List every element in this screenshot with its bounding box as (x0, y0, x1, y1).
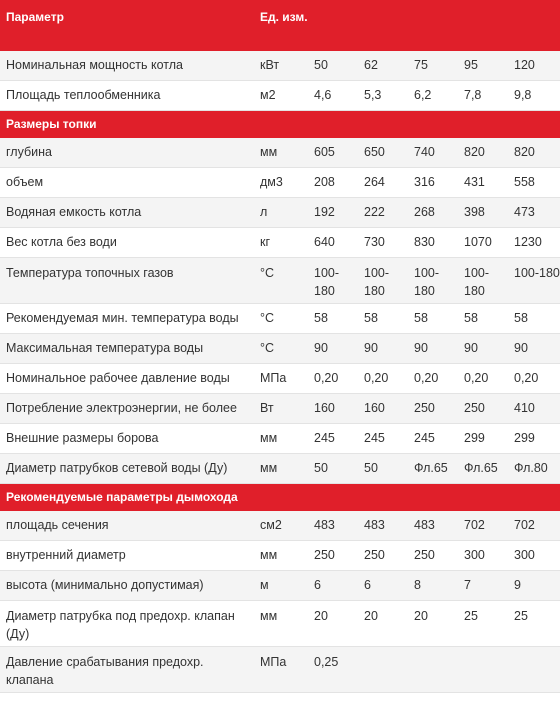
row-value: 20 (308, 600, 358, 646)
table-row (0, 333, 560, 363)
row-value: 245 (408, 423, 458, 453)
row-value: 820 (458, 137, 508, 167)
table-row (0, 50, 560, 80)
row-unit: л (254, 197, 308, 227)
row-value: 250 (458, 393, 508, 423)
row-unit: °С (254, 303, 308, 333)
row-value: 6,2 (408, 80, 458, 110)
row-value: 7,8 (458, 80, 508, 110)
row-value: 95 (458, 50, 508, 80)
row-value: 62 (358, 50, 408, 80)
row-value: 90 (458, 333, 508, 363)
row-label: Водяная емкость котла (0, 197, 254, 227)
row-value: 5,3 (358, 80, 408, 110)
row-value: 160 (308, 393, 358, 423)
row-label: Диаметр патрубков сетевой воды (Ду) (0, 453, 254, 483)
row-value: 8 (408, 570, 458, 600)
row-value: 58 (308, 303, 358, 333)
row-value: 58 (408, 303, 458, 333)
row-value: 100-180 (308, 257, 358, 303)
row-value: 250 (308, 540, 358, 570)
row-unit: см2 (254, 510, 308, 540)
row-value: 1070 (458, 227, 508, 257)
row-label: Максимальная температура воды (0, 333, 254, 363)
row-label: Площадь теплообменника (0, 80, 254, 110)
table-row (0, 303, 560, 333)
row-value: 90 (358, 333, 408, 363)
row-unit: м2 (254, 80, 308, 110)
row-value: 650 (358, 137, 408, 167)
row-value: 25 (508, 600, 560, 646)
row-value: 100-180 (508, 257, 560, 303)
section-title: Размеры топки (0, 110, 560, 137)
row-unit: МПа (254, 646, 308, 692)
table-row (0, 80, 560, 110)
row-value: 0,20 (408, 363, 458, 393)
table-row (0, 570, 560, 600)
row-value: 50 (308, 50, 358, 80)
row-value: 25 (458, 600, 508, 646)
row-label: глубина (0, 137, 254, 167)
row-value: 20 (408, 600, 458, 646)
row-value: 250 (408, 540, 458, 570)
row-unit: Вт (254, 393, 308, 423)
table-row (0, 540, 560, 570)
row-label: Номинальное рабочее давление воды (0, 363, 254, 393)
row-unit: м (254, 570, 308, 600)
row-label: Диаметр патрубка под предохр. клапан (Ду) (0, 600, 254, 646)
table-row (0, 510, 560, 540)
row-value (458, 646, 508, 692)
row-value: 483 (358, 510, 408, 540)
row-unit: кВт (254, 50, 308, 80)
row-value: 299 (458, 423, 508, 453)
row-value: 299 (508, 423, 560, 453)
row-value: 0,20 (508, 363, 560, 393)
row-value: 160 (358, 393, 408, 423)
row-value: 820 (508, 137, 560, 167)
row-value: 222 (358, 197, 408, 227)
row-value (508, 646, 560, 692)
row-unit: °С (254, 257, 308, 303)
section-title: Рекомендуемые параметры дымохода (0, 483, 560, 510)
row-value: Фл.65 (408, 453, 458, 483)
table-row (0, 137, 560, 167)
row-label: Номинальная мощность котла (0, 50, 254, 80)
row-value: 410 (508, 393, 560, 423)
row-value: 558 (508, 167, 560, 197)
row-value: 58 (508, 303, 560, 333)
row-label: Температура топочных газов (0, 257, 254, 303)
header-param: Параметр (0, 0, 254, 50)
row-unit: МПа (254, 363, 308, 393)
row-label: площадь сечения (0, 510, 254, 540)
row-value: Фл.65 (458, 453, 508, 483)
row-value: 50 (358, 453, 408, 483)
row-value: 0,25 (308, 646, 358, 692)
row-value: 483 (308, 510, 358, 540)
row-value (408, 646, 458, 692)
row-value: 0,20 (458, 363, 508, 393)
row-value: 268 (408, 197, 458, 227)
table-row (0, 227, 560, 257)
row-value: 100-180 (458, 257, 508, 303)
row-label: Давление срабатывания предохр. клапана (0, 646, 254, 692)
row-value: 6 (358, 570, 408, 600)
row-value: 192 (308, 197, 358, 227)
row-label: Потребление электроэнергии, не более (0, 393, 254, 423)
row-label: объем (0, 167, 254, 197)
row-value: 250 (408, 393, 458, 423)
row-value: 75 (408, 50, 458, 80)
row-value: 640 (308, 227, 358, 257)
row-value: 90 (408, 333, 458, 363)
row-value: 9,8 (508, 80, 560, 110)
row-value: 245 (308, 423, 358, 453)
table-row (0, 423, 560, 453)
table-row (0, 646, 560, 692)
table-row (0, 393, 560, 423)
row-label: Внешние размеры борова (0, 423, 254, 453)
row-value: 58 (458, 303, 508, 333)
row-unit: мм (254, 423, 308, 453)
row-value: 316 (408, 167, 458, 197)
table-row (0, 167, 560, 197)
row-value: 398 (458, 197, 508, 227)
row-value: 431 (458, 167, 508, 197)
row-value: 6 (308, 570, 358, 600)
row-unit: мм (254, 540, 308, 570)
row-value: 7 (458, 570, 508, 600)
row-value: 20 (358, 600, 408, 646)
row-value: 120 (508, 50, 560, 80)
row-unit: мм (254, 453, 308, 483)
row-value: 605 (308, 137, 358, 167)
row-label: внутренний диаметр (0, 540, 254, 570)
table-row (0, 363, 560, 393)
header-unit: Ед. изм. (254, 0, 308, 50)
row-unit: мм (254, 600, 308, 646)
row-value: 300 (458, 540, 508, 570)
row-value: 702 (508, 510, 560, 540)
row-label: высота (минимально допустимая) (0, 570, 254, 600)
row-value: 702 (458, 510, 508, 540)
table-row (0, 197, 560, 227)
row-value: 58 (358, 303, 408, 333)
row-value: 208 (308, 167, 358, 197)
row-value: 100-180 (408, 257, 458, 303)
row-value: 483 (408, 510, 458, 540)
section-header-row (0, 483, 560, 510)
row-value: 4,6 (308, 80, 358, 110)
row-value: 90 (508, 333, 560, 363)
row-value: 9 (508, 570, 560, 600)
row-unit: дм3 (254, 167, 308, 197)
row-value: 100-180 (358, 257, 408, 303)
row-label: Вес котла без води (0, 227, 254, 257)
row-value: 0,20 (358, 363, 408, 393)
row-value: Фл.80 (508, 453, 560, 483)
row-value: 264 (358, 167, 408, 197)
row-value: 245 (358, 423, 408, 453)
row-unit: мм (254, 137, 308, 167)
section-header-row (0, 110, 560, 137)
row-value: 473 (508, 197, 560, 227)
table-row (0, 600, 560, 646)
table-header-row (0, 0, 560, 50)
row-value: 50 (308, 453, 358, 483)
row-value: 1230 (508, 227, 560, 257)
row-value: 250 (358, 540, 408, 570)
table-row (0, 257, 560, 303)
row-unit: °С (254, 333, 308, 363)
table-row (0, 453, 560, 483)
row-value: 740 (408, 137, 458, 167)
row-value: 730 (358, 227, 408, 257)
row-unit: кг (254, 227, 308, 257)
row-value: 0,20 (308, 363, 358, 393)
row-value: 830 (408, 227, 458, 257)
row-value: 90 (308, 333, 358, 363)
row-label: Рекомендуемая мин. температура воды (0, 303, 254, 333)
row-value: 300 (508, 540, 560, 570)
row-value (358, 646, 408, 692)
